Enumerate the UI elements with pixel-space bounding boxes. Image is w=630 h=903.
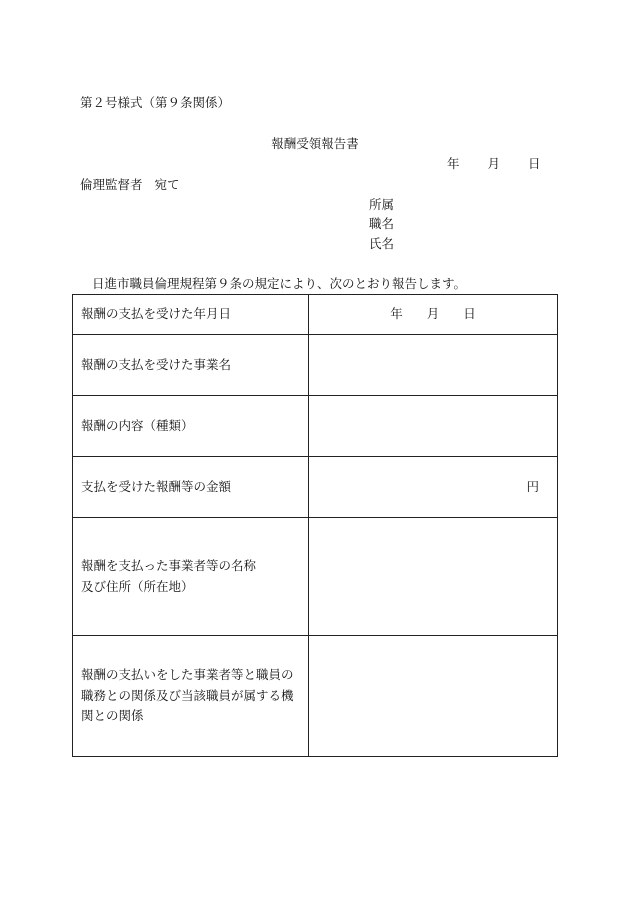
report-table — [72, 294, 558, 757]
payment-date-field[interactable] — [309, 295, 558, 335]
table-row — [73, 295, 558, 335]
payment-date-year: 年 — [390, 306, 403, 322]
business-name-field[interactable] — [309, 335, 558, 396]
form-number: 第２号様式（第９条関係） — [80, 95, 231, 110]
date-year-label: 年 — [447, 156, 460, 171]
row-label-relationship — [73, 636, 309, 757]
label-line: 職務との関係及び当該職員が属する機 — [81, 687, 294, 703]
post-label: 職名 — [369, 216, 395, 231]
table-row — [73, 457, 558, 518]
date-day-label: 日 — [528, 156, 541, 171]
label-line: 及び住所（所在地） — [81, 578, 194, 594]
date-month-label: 月 — [487, 156, 501, 171]
row-label-remuneration-type: 報酬の内容（種類） — [73, 396, 309, 457]
row-label-business-name: 報酬の支払を受けた事業名 — [73, 335, 309, 396]
addressee-suffix: 宛て — [154, 177, 180, 192]
label-line: 関との関係 — [81, 708, 144, 724]
name-label: 氏名 — [369, 236, 395, 251]
yen-unit: 円 — [526, 478, 539, 494]
payer-name-address-field[interactable] — [309, 518, 558, 636]
relationship-field[interactable] — [309, 636, 558, 757]
statement-text: 日進市職員倫理規程第９条の規定により、次のとおり報告します。 — [92, 276, 467, 291]
table-row — [73, 396, 558, 457]
page-title: 報酬受領報告書 — [271, 136, 359, 151]
label-line: 報酬を支払った事業者等の名称 — [81, 557, 257, 573]
row-label-payer-name-address — [73, 518, 309, 636]
affiliation-label: 所属 — [369, 197, 395, 212]
remuneration-type-field[interactable] — [309, 396, 558, 457]
payment-date-month: 月 — [426, 306, 440, 322]
report-date-line — [447, 158, 541, 171]
table-row — [73, 518, 558, 636]
payment-date-day: 日 — [463, 306, 476, 322]
row-label-amount: 支払を受けた報酬等の金額 — [73, 457, 309, 518]
label-line: 報酬の支払いをした事業者等と職員の — [81, 667, 294, 683]
table-row — [73, 335, 558, 396]
addressee — [80, 179, 180, 192]
amount-field[interactable] — [309, 457, 558, 518]
row-label-payment-date: 報酬の支払を受けた年月日 — [73, 295, 309, 335]
table-row — [73, 636, 558, 757]
addressee-name: 倫理監督者 — [80, 177, 143, 192]
